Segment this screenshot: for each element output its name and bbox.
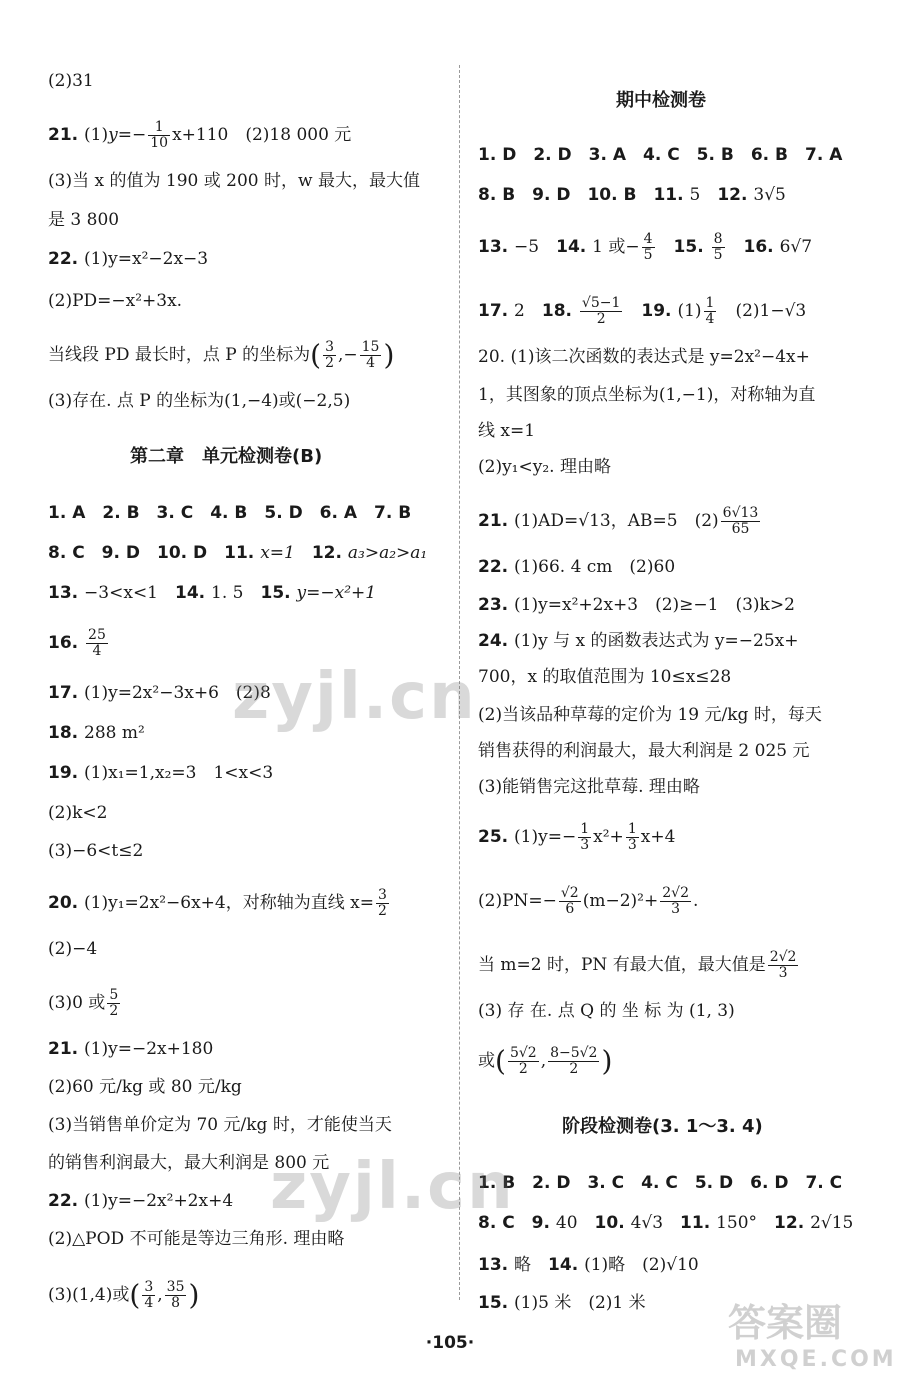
watermark: zyjl.cn [232, 660, 477, 734]
answer-line: 17. 2 18. $\frac{√5-1}{2}$ 19. (1) $\frac{1}{4}$ (2)1−√3 [478, 295, 807, 327]
fraction: $\frac{1}{10}$ [150, 119, 169, 151]
answer-line: (3)当销售单价定为 70 元/kg 时，才能使当天 [48, 1115, 392, 1135]
answer-line: 8. C 9. 40 10. 4√3 11. 150° 12. 2√15 [478, 1213, 854, 1233]
answer-line: (3)(1,4)或( $\frac{3}{4}$ , $\frac{35}{8}$ ) [48, 1278, 200, 1312]
section-heading: 第二章 单元检测卷(B) [130, 446, 323, 467]
answer-line: 24. (1)y 与 x 的函数表达式为 y=−25x+ [478, 631, 799, 651]
answer-line: (3)存在. 点 P 的坐标为(1,−4)或(−2,5) [48, 391, 351, 411]
answer-line: 13. −5 14. 1 或− $\frac{4}{5}$ 15. $\frac{8}{5}$ 16. 6√7 [478, 231, 813, 263]
answer-line: 700，x 的取值范围为 10≤x≤28 [478, 667, 732, 687]
answer-line: 当线段 PD 最长时，点 P 的坐标为( $\frac{3}{2}$ ,− $\frac{15}{4}$ ) [48, 338, 395, 372]
answer-line: (2)y₁<y₂. 理由略 [478, 457, 611, 477]
answer-line: (2)60 元/kg 或 80 元/kg [48, 1077, 242, 1097]
answer-line: 销售获得的利润最大，最大利润是 2 025 元 [478, 741, 810, 761]
watermark-logo: 答案圈 [728, 1301, 843, 1345]
answer-line: (3)当 x 的值为 190 或 200 时，w 最大，最大值 [48, 171, 420, 191]
answer-line: 22. (1)y=−2x²+2x+4 [48, 1191, 234, 1211]
answer-line: (2)31 [48, 71, 94, 91]
answer-line: 8. C 9. D 10. D 11. x=1 12. a₃>a₂>a₁ [48, 543, 428, 563]
answer-line: (3)0 或 $\frac{5}{2}$ [48, 987, 119, 1019]
answer-line: 13. 略 14. (1)略 (2)√10 [478, 1255, 699, 1275]
mcq-answers: 1. A 2. B 3. C 4. B 5. D 6. A 7. B [48, 503, 412, 523]
answer-line: 16. $\frac{25}{4}$ [48, 627, 106, 659]
answer-line: 22. (1)66. 4 cm (2)60 [478, 557, 676, 577]
answer-line: 19. (1)x₁=1,x₂=3 1<x<3 [48, 763, 274, 783]
answer-line: 当 m=2 时，PN 有最大值，最大值是 $\frac{2√2}{3}$ [478, 949, 797, 981]
answer-line: (3)−6<t≤2 [48, 841, 144, 861]
answer-line: (3) 存 在. 点 Q 的 坐 标 为 (1, 3) [478, 1001, 735, 1021]
answer-line: 18. 288 m² [48, 723, 145, 743]
answer-line: 8. B 9. D 10. B 11. 5 12. 3√5 [478, 185, 786, 205]
answer-line: 21. (1)y=−2x+180 [48, 1039, 214, 1059]
watermark: zyjl.cn [270, 1150, 515, 1224]
answer-line: 20. (1)y₁=2x²−6x+4，对称轴为直线 x= $\frac{3}{2}$ [48, 887, 387, 919]
answer-line: 13. −3<x<1 14. 1. 5 15. y=−x²+1 [48, 583, 377, 603]
mcq-answers: 1. B 2. D 3. C 4. C 5. D 6. D 7. C [478, 1173, 843, 1193]
answer-line: (2)PN=− $\frac{√2}{6}$ (m−2)²+ $\frac{2√2}{3}$ . [478, 885, 699, 917]
answer-line: 线 x=1 [478, 421, 536, 441]
answer-21: 21. (1)y=− $\frac{1}{10}$ x+110 (2)18 000 元 [48, 119, 352, 151]
answer-line: 1，其图象的顶点坐标为(1,−1)，对称轴为直 [478, 385, 816, 405]
answer-line: (2)k<2 [48, 803, 108, 823]
answer-line: 17. (1)y=2x²−3x+6 (2)8 [48, 683, 271, 703]
answer-line: (2)△POD 不可能是等边三角形. 理由略 [48, 1229, 345, 1249]
answer-line: (2)当该品种草莓的定价为 19 元/kg 时，每天 [478, 705, 822, 725]
answer-line: 20. (1)该二次函数的表达式是 y=2x²−4x+ [478, 347, 810, 367]
answer-line: (2)PD=−x²+3x. [48, 291, 183, 311]
watermark-url: MXQE.COM [735, 1347, 897, 1372]
answer-line: 15. (1)5 米 (2)1 米 [478, 1293, 646, 1313]
answer-line: 是 3 800 [48, 210, 120, 230]
section-heading: 阶段检测卷(3. 1～3. 4) [562, 1116, 763, 1137]
answer-line: (3)能销售完这批草莓. 理由略 [478, 777, 700, 797]
answer-line: 的销售利润最大，最大利润是 800 元 [48, 1153, 330, 1173]
answer-22: 22. (1)y=x²−2x−3 [48, 249, 209, 269]
answer-line: 或( $\frac{5√2}{2}$ , $\frac{8-5√2}{2}$ ) [478, 1044, 613, 1078]
answer-line: (2)−4 [48, 939, 98, 959]
mcq-answers: 1. D 2. D 3. A 4. C 5. B 6. B 7. A [478, 145, 843, 165]
page-number: ·105· [425, 1333, 475, 1353]
section-heading: 期中检测卷 [616, 90, 706, 111]
answer-line: 25. (1)y=− $\frac{1}{3}$ x²+ $\frac{1}{3}$ x+4 [478, 821, 676, 853]
answer-line: 23. (1)y=x²+2x+3 (2)≥−1 (3)k>2 [478, 595, 795, 615]
answer-line: 21. (1)AD=√13，AB=5 (2) $\frac{6√13}{65}$ [478, 505, 759, 537]
